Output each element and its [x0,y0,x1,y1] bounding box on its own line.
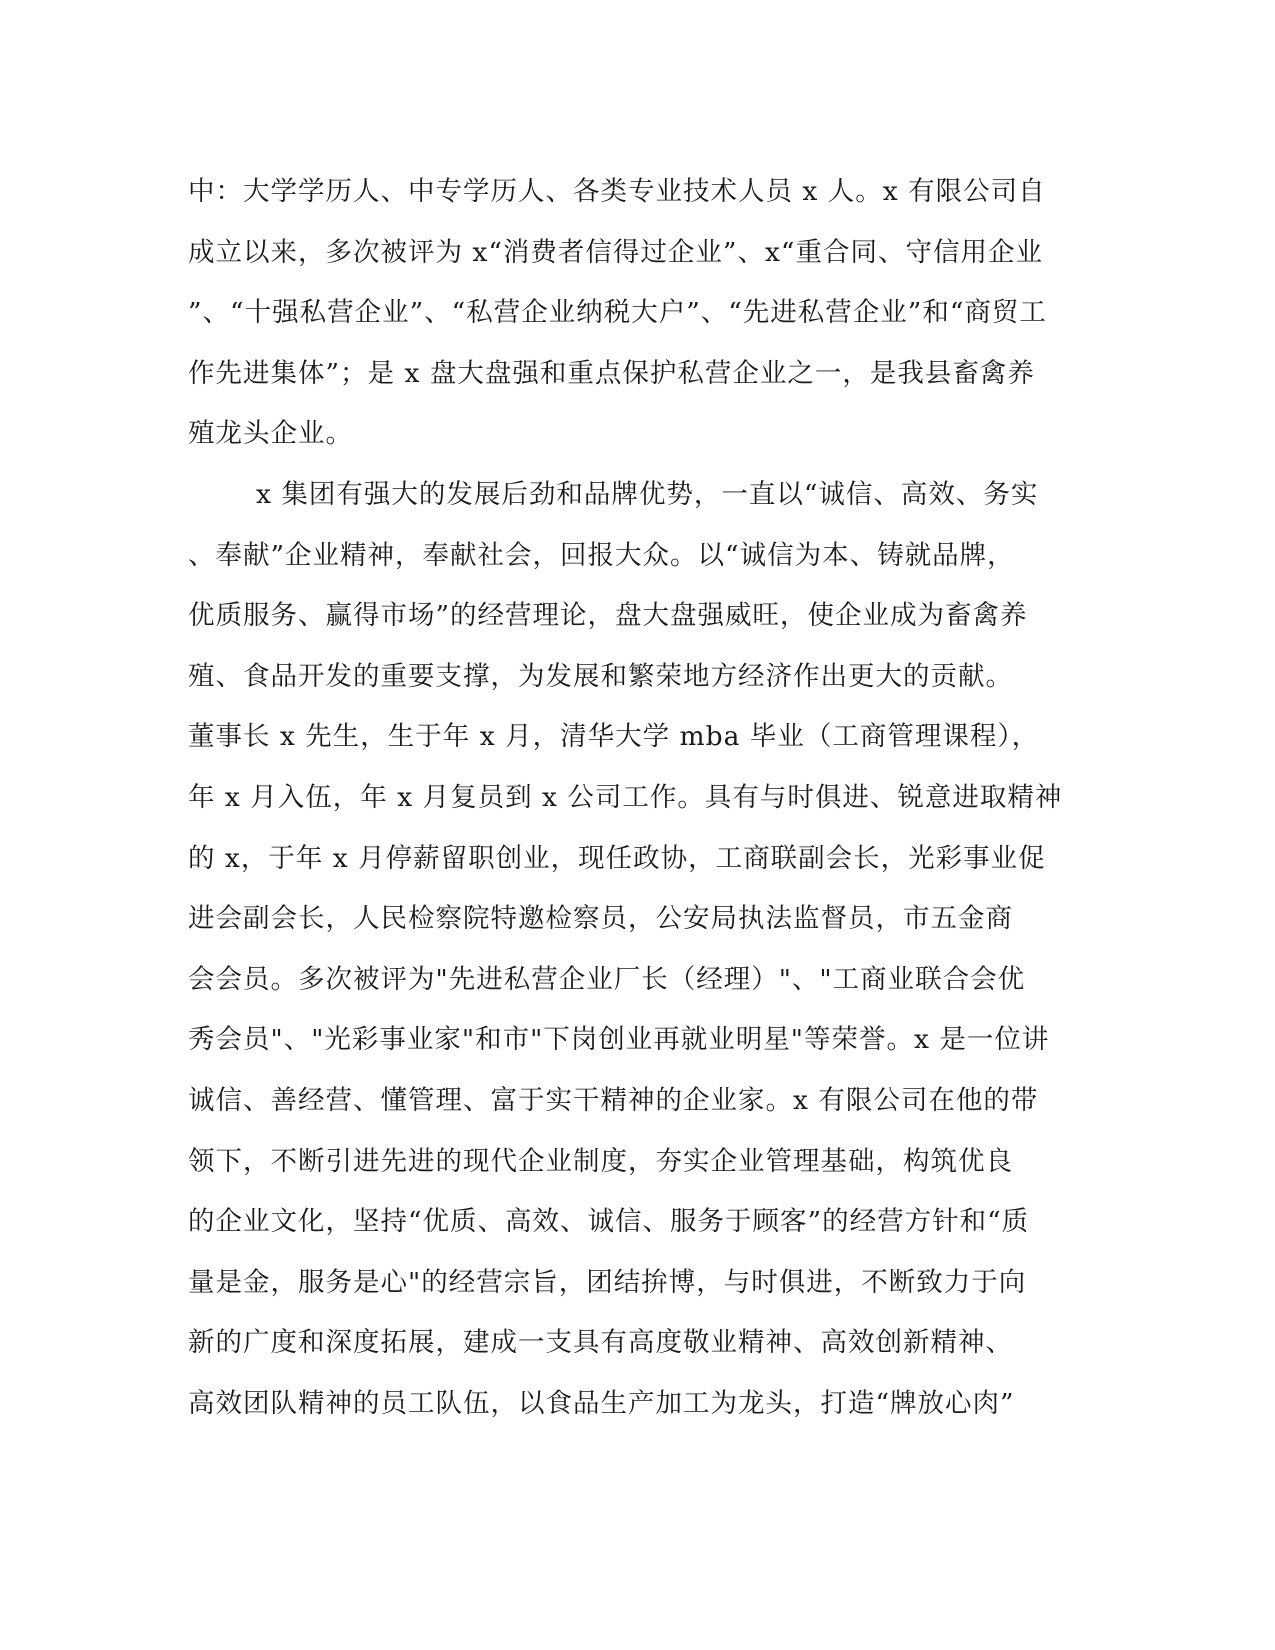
text-line: 、奉献”企业精神，奉献社会，回报大众。以“诚信为本、铸就品牌， [188,539,1015,571]
text-line: 年 x 月入伍，年 x 月复员到 x 公司工作。具有与时俱进、锐意进取精神 [188,781,1063,813]
text-line: 会会员。多次被评为"先进私营企业厂长（经理）"、"工商业联合会优 [188,963,1026,995]
text-line: 董事长 x 先生，生于年 x 月，清华大学 mba 毕业（工商管理课程）， [188,721,1040,753]
text-line: 中：大学学历人、中专学历人、各类专业技术人员 x 人。x 有限公司自 [188,176,1046,207]
text-line: 殖、食品开发的重要支撑，为发展和繁荣地方经济作出更大的贡献。 [188,660,1013,692]
text-line: 进会副会长，人民检察院特邀检察员，公安局执法监督员，市五金商 [188,903,1013,935]
text-line: 优质服务、赢得市场”的经营理论，盘大盘强威旺，使企业成为畜禽养 [188,600,1028,632]
text-line: 领下，不断引进先进的现代企业制度，夯实企业管理基础，构筑优良 [188,1145,1013,1177]
text-line: 殖龙头企业。 [188,418,353,450]
text-line: 作先进集体”；是 x 盘大盘强和重点保护私营企业之一，是我县畜禽养 [188,357,1035,389]
text-line: 新的广度和深度拓展，建成一支具有高度敬业精神、高效创新精神、 [188,1327,1013,1359]
text-line: 秀会员"、"光彩事业家"和市"下岗创业再就业明星"等荣誉。x 是一位讲 [188,1024,1050,1056]
text-line: 诚信、善经营、懂管理、富于实干精神的企业家。x 有限公司在他的带 [188,1084,1039,1116]
text-line: 的 x，于年 x 月停薪留职创业，现任政协，工商联副会长，光彩事业促 [188,842,1046,874]
text-line: 高效团队精神的员工队伍，以食品生产加工为龙头，打造“牌放心肉” [188,1387,1015,1419]
text-line: 的企业文化，坚持“优质、高效、诚信、服务于顾客”的经营方针和“质 [188,1206,1030,1238]
paragraph-start-line: x 集团有强大的发展后劲和品牌优势，一直以“诚信、高效、务实 [256,478,1039,510]
text-line: ”、“十强私营企业”、“私营企业纳税大户”、“先进私营企业”和“商贸工 [188,297,1047,329]
body-text [188,162,1088,1434]
text-line: 量是金，服务是心"的经营宗旨，团结拚博，与时俱进，不断致力于向 [188,1266,1027,1298]
text-line: 成立以来，多次被评为 x“消费者信得过企业”、x“重合同、守信用企业 [188,236,1043,268]
